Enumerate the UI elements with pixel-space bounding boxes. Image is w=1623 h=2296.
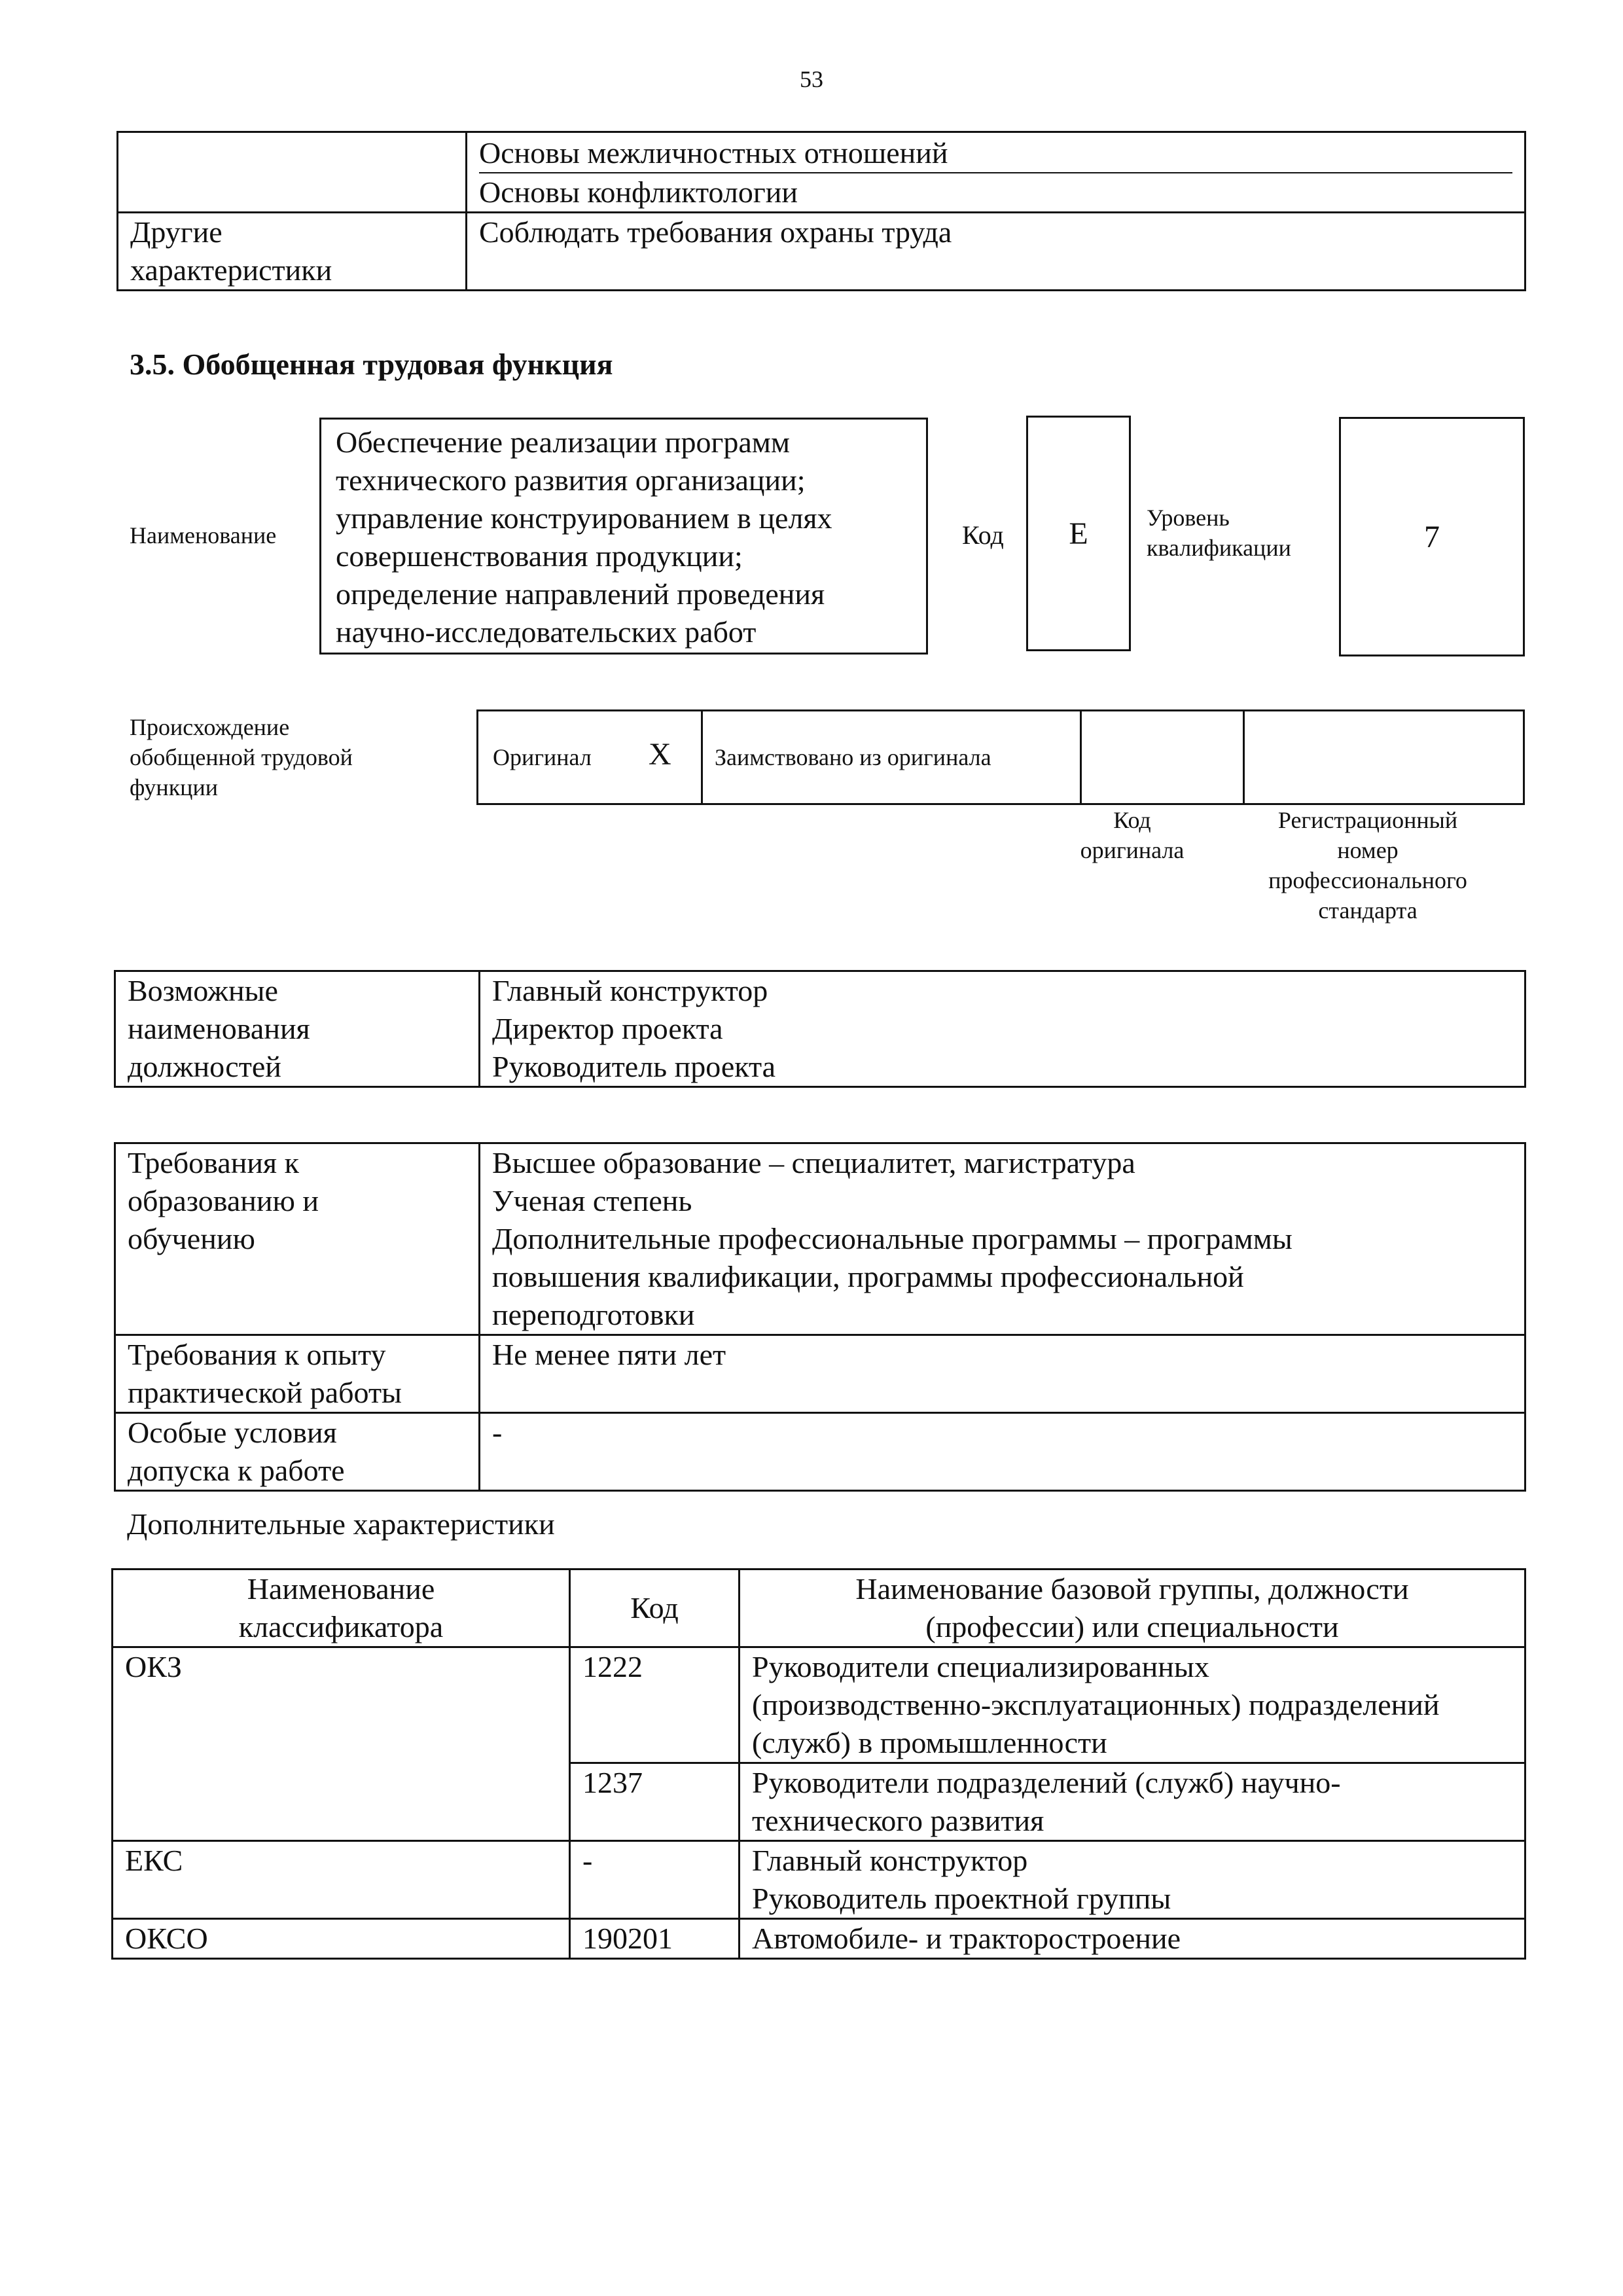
- code-cell: 1237: [570, 1763, 740, 1841]
- name-cell: [740, 1647, 1525, 1763]
- name-cell: [740, 1841, 1525, 1919]
- positions-label-cell: [115, 971, 480, 1087]
- requirement-label-cell: [115, 1335, 480, 1413]
- value-line: Ученая степень: [492, 1184, 692, 1217]
- code-label: Код: [962, 520, 1004, 550]
- level-label-line: Уровень: [1147, 505, 1230, 531]
- page-number: 53: [800, 66, 823, 92]
- label-line: Требования к опыту: [128, 1338, 386, 1371]
- table-row: [113, 1841, 1525, 1919]
- caption-line: профессионального: [1268, 867, 1467, 893]
- label-line: Особые условия: [128, 1416, 337, 1449]
- requirement-label-cell: [115, 1143, 480, 1335]
- requirements-table: [114, 1142, 1526, 1492]
- value-line: переподготовки: [492, 1298, 695, 1331]
- origin-code-cell[interactable]: [1081, 711, 1244, 804]
- label-line: практической работы: [128, 1376, 402, 1409]
- origin-label-line: функции: [130, 774, 218, 800]
- name-line: Руководители специализированных: [752, 1650, 1209, 1683]
- label-line: образованию и: [128, 1184, 319, 1217]
- origin-table: [476, 709, 1525, 805]
- origin-label-line: обобщенной трудовой: [130, 744, 353, 770]
- table-cell-values: [467, 213, 1525, 291]
- label-line: Другие: [130, 215, 223, 249]
- code-cell: -: [570, 1841, 740, 1919]
- name-line: Руководитель проектной группы: [752, 1882, 1171, 1915]
- classifier-table: [111, 1568, 1526, 1960]
- table-row: [113, 1919, 1525, 1959]
- header-code: Код: [570, 1570, 740, 1647]
- positions-table: [114, 970, 1526, 1088]
- header-classifier: [113, 1570, 570, 1647]
- level-label-line: квалификации: [1147, 535, 1291, 561]
- header-line: классификатора: [238, 1610, 444, 1643]
- table-row: [113, 1570, 1525, 1647]
- name-line: (служб) в промышленности: [752, 1726, 1107, 1759]
- value-line: Дополнительные профессиональные программы – программы: [492, 1222, 1293, 1255]
- borrowed-label: Заимствовано из оригинала: [715, 744, 991, 770]
- label-line: наименования: [128, 1012, 310, 1045]
- additional-title: Дополнительные характеристики: [127, 1507, 555, 1541]
- list-item: Соблюдать требования охраны труда: [479, 215, 952, 249]
- name-line: Обеспечение реализации программ: [336, 425, 791, 459]
- name-line: совершенствования продукции;: [336, 539, 743, 573]
- label-line: Возможные: [128, 974, 278, 1007]
- table-row: [118, 213, 1525, 291]
- table-row: [118, 132, 1525, 213]
- level-value: 7: [1424, 519, 1440, 554]
- code-caption: [1047, 805, 1217, 865]
- name-line: технического развития организации;: [336, 463, 806, 497]
- table-row: [115, 1413, 1525, 1491]
- value-line: Не менее пяти лет: [492, 1338, 726, 1371]
- origin-label-line: Происхождение: [130, 714, 290, 740]
- table-row: [113, 1647, 1525, 1763]
- classifier-cell: ЕКС: [113, 1841, 570, 1919]
- original-label: Оригинал: [493, 744, 592, 770]
- value-line: Высшее образование – специалитет, магистратура: [492, 1146, 1135, 1179]
- caption-line: Регистрационный: [1277, 807, 1458, 833]
- list-item: Руководитель проекта: [492, 1050, 776, 1083]
- table-row: [115, 1143, 1525, 1335]
- label-line: должностей: [128, 1050, 281, 1083]
- table-row: [115, 1335, 1525, 1413]
- table-cell-label: [118, 132, 467, 213]
- header-group: [740, 1570, 1525, 1647]
- code-cell: 1222: [570, 1647, 740, 1763]
- name-label: Наименование: [130, 522, 277, 548]
- level-value-box: [1339, 417, 1525, 656]
- list-item: Основы конфликтологии: [479, 175, 798, 209]
- requirement-value-cell: [480, 1413, 1525, 1491]
- header-line: Наименование: [247, 1572, 435, 1605]
- registration-caption: [1224, 805, 1512, 925]
- name-cell: [740, 1763, 1525, 1841]
- list-item: Основы межличностных отношений: [479, 134, 1512, 173]
- code-value-box: [1026, 416, 1131, 651]
- caption-line: Код: [1113, 807, 1151, 833]
- label-line: допуска к работе: [128, 1454, 345, 1487]
- table-row: [115, 971, 1525, 1087]
- name-line: технического развития: [752, 1804, 1044, 1837]
- original-mark: X: [649, 737, 671, 772]
- label-line: Требования к: [128, 1146, 299, 1179]
- code-value: E: [1069, 516, 1088, 551]
- requirement-value-cell: [480, 1335, 1525, 1413]
- function-name-box: [319, 418, 928, 655]
- table-cell-values: [467, 132, 1525, 213]
- name-line: определение направлений проведения: [336, 577, 825, 611]
- list-item: Директор проекта: [492, 1012, 723, 1045]
- name-line: (производственно-эксплуатационных) подразделений: [752, 1688, 1440, 1721]
- value-line: -: [492, 1416, 503, 1449]
- top-characteristics-table: [116, 131, 1526, 291]
- classifier-cell: ОКСО: [113, 1919, 570, 1959]
- table-row: [478, 711, 1524, 804]
- name-line: Главный конструктор: [752, 1844, 1028, 1877]
- name-line: управление конструированием в целях: [336, 501, 832, 535]
- table-cell-label: [118, 213, 467, 291]
- registration-number-cell[interactable]: [1244, 711, 1524, 804]
- header-line: (профессии) или специальности: [925, 1610, 1339, 1643]
- caption-line: номер: [1337, 837, 1399, 863]
- caption-line: стандарта: [1318, 897, 1418, 924]
- value-line: повышения квалификации, программы профессиональной: [492, 1260, 1244, 1293]
- classifier-cell: ОКЗ: [113, 1647, 570, 1841]
- borrowed-cell[interactable]: [702, 711, 1081, 804]
- section-title: 3.5. Обобщенная трудовая функция: [130, 348, 613, 381]
- code-cell: 190201: [570, 1919, 740, 1959]
- caption-line: оригинала: [1080, 837, 1185, 863]
- name-line: научно-исследовательских работ: [336, 615, 757, 649]
- label-line: характеристики: [130, 253, 332, 287]
- name-line: Автомобиле- и тракторостроение: [752, 1922, 1181, 1955]
- name-line: Руководители подразделений (служб) научно-: [752, 1766, 1341, 1799]
- list-item: Главный конструктор: [492, 974, 768, 1007]
- origin-label: [130, 712, 353, 802]
- header-line: Наименование базовой группы, должности: [855, 1572, 1409, 1605]
- requirement-value-cell: [480, 1143, 1525, 1335]
- positions-values-cell: [480, 971, 1525, 1087]
- original-cell[interactable]: [478, 711, 702, 804]
- level-label: [1147, 503, 1291, 563]
- name-cell: [740, 1919, 1525, 1959]
- label-line: обучению: [128, 1222, 255, 1255]
- requirement-label-cell: [115, 1413, 480, 1491]
